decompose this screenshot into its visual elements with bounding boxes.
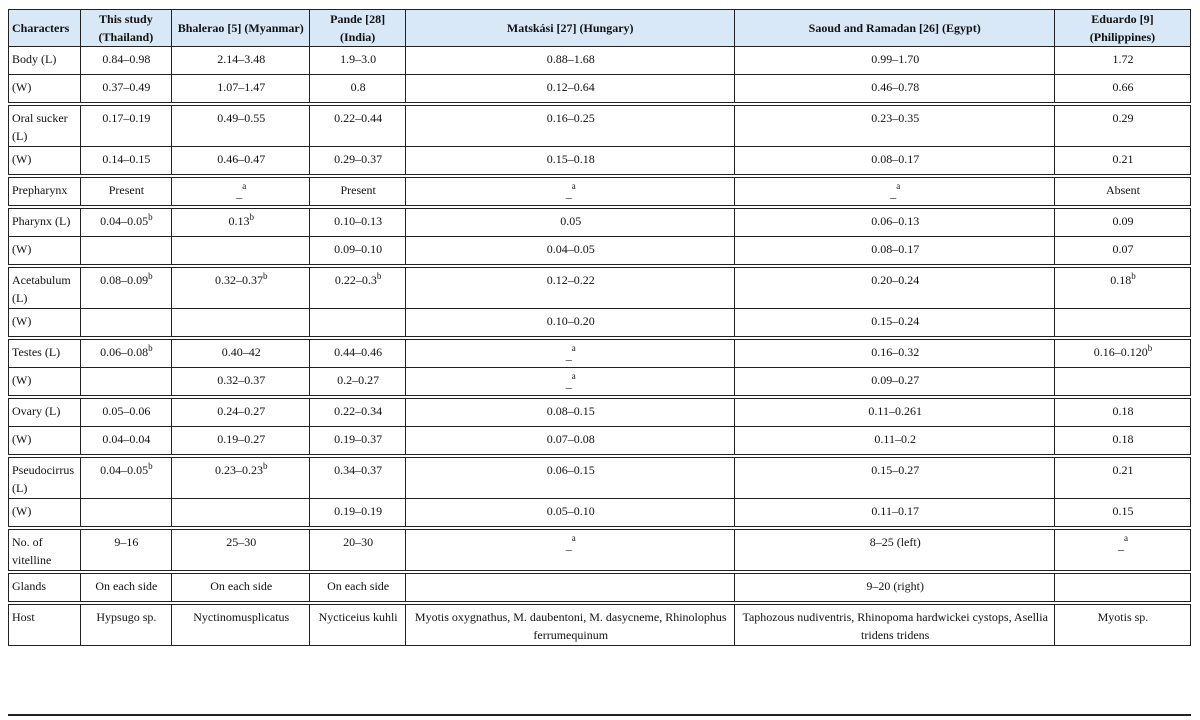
table-cell — [735, 75, 1054, 103]
table-cell — [1054, 574, 1190, 602]
row-label — [9, 75, 81, 103]
row-label-text: (W) — [12, 432, 32, 446]
table-cell — [735, 237, 1054, 265]
cell-value: 0.15 — [1112, 504, 1134, 518]
cell-value: 0.21 — [1112, 152, 1134, 166]
table-cell — [172, 399, 310, 427]
footnote-mark: b — [376, 271, 382, 281]
cell-value: 0.10–0.20 — [546, 314, 595, 328]
cell-value: 0.18 — [1112, 404, 1134, 418]
table-cell — [735, 530, 1054, 571]
table-cell — [310, 399, 406, 427]
cell-value: Nyctinomusplicatus — [193, 610, 290, 624]
cell-value: 2.14–3.48 — [217, 52, 266, 66]
table-cell — [172, 237, 310, 265]
table-cell — [172, 499, 310, 527]
table-cell — [310, 530, 406, 571]
footnote-mark: b — [262, 461, 268, 471]
footnote-mark: b — [148, 212, 153, 222]
row-label-text: (W) — [12, 152, 32, 166]
cell-value: 0.37–0.49 — [102, 80, 151, 94]
table-cell — [80, 399, 172, 427]
table-cell — [310, 368, 406, 396]
cell-value: 0.2–0.27 — [337, 373, 380, 387]
table-cell — [405, 458, 735, 499]
row-label-text: (W) — [12, 242, 32, 256]
table-row — [9, 209, 1191, 237]
cell-value: 0.10–0.13 — [334, 214, 383, 228]
cell-value: 8–25 (left) — [869, 535, 921, 549]
cell-value: 0.32–0.37 — [217, 373, 266, 387]
cell-value: 0.11–0.261 — [868, 404, 922, 418]
cell-value: 0.14–0.15 — [102, 152, 151, 166]
footnote-mark: a — [571, 533, 576, 543]
footnote-mark: b — [148, 461, 153, 471]
table-row — [9, 458, 1191, 499]
footnote-mark: a — [571, 343, 576, 353]
table-cell — [310, 237, 406, 265]
table-cell — [80, 106, 172, 147]
table-cell — [80, 340, 172, 368]
table-cell — [80, 427, 172, 455]
cell-value: 0.08–0.17 — [871, 242, 920, 256]
table-cell — [80, 268, 172, 309]
table-cell — [1054, 209, 1190, 237]
table-row — [9, 530, 1191, 571]
row-label-text: Pharynx (L) — [12, 214, 71, 228]
table-cell — [735, 309, 1054, 337]
table-cell — [405, 574, 735, 602]
table-row — [9, 47, 1191, 75]
row-label-text: Prepharynx — [12, 183, 68, 197]
cell-value: 20–30 — [343, 535, 374, 549]
table-cell — [80, 147, 172, 175]
cell-value: 0.06–0.08 — [100, 345, 149, 359]
table-cell — [405, 340, 735, 368]
table-cell — [310, 268, 406, 309]
cell-value: 0.11–0.2 — [874, 432, 916, 446]
cell-value: 0.29–0.37 — [334, 152, 383, 166]
row-label — [9, 458, 81, 499]
cell-value: _ — [890, 186, 897, 200]
table-cell — [80, 605, 172, 646]
cell-value: 0.23–0.23 — [214, 463, 263, 477]
row-label-text: (W) — [12, 314, 32, 328]
table-cell — [80, 309, 172, 337]
table-row — [9, 106, 1191, 147]
table-cell — [405, 47, 735, 75]
table-cell — [80, 237, 172, 265]
cell-value: Absent — [1105, 183, 1140, 197]
cell-value: 0.19–0.37 — [334, 432, 383, 446]
table-cell — [1054, 458, 1190, 499]
cell-value: 0.19–0.27 — [217, 432, 266, 446]
table-cell — [172, 106, 310, 147]
footnote-mark: b — [249, 212, 254, 222]
cell-value: 0.18 — [1110, 273, 1132, 287]
table-cell — [1054, 147, 1190, 175]
table-cell — [172, 209, 310, 237]
cell-value: 0.20–0.24 — [871, 273, 920, 287]
table-cell — [1054, 427, 1190, 455]
cell-value: 0.12–0.22 — [546, 273, 595, 287]
cell-value: 0.15–0.24 — [871, 314, 920, 328]
row-label — [9, 499, 81, 527]
table-cell — [405, 268, 735, 309]
table-cell — [310, 106, 406, 147]
table-cell — [735, 209, 1054, 237]
row-label-text: Host — [12, 610, 35, 624]
footnote-mark: b — [1147, 343, 1153, 353]
table-cell — [405, 237, 735, 265]
row-label — [9, 268, 81, 309]
row-label-text: (W) — [12, 504, 32, 518]
cell-value: Nycticeius kuhli — [318, 610, 398, 624]
table-cell — [172, 75, 310, 103]
table-row — [9, 499, 1191, 527]
table-cell — [172, 427, 310, 455]
footnote-mark: b — [262, 271, 268, 281]
cell-value: Taphozous nudiventris, Rhinopoma hardwickei cystops, Asellia tridens tridens — [742, 610, 1048, 642]
cell-value: 0.09–0.10 — [334, 242, 383, 256]
cell-value: On each side — [210, 579, 273, 593]
table-cell — [1054, 368, 1190, 396]
cell-value: 0.05–0.06 — [102, 404, 151, 418]
table-cell — [80, 178, 172, 206]
row-label — [9, 368, 81, 396]
footnote-mark: b — [1131, 271, 1136, 281]
cell-value: 0.04–0.05 — [100, 463, 149, 477]
footnote-mark: a — [571, 371, 576, 381]
row-label — [9, 237, 81, 265]
cell-value: Present — [108, 183, 145, 197]
table-cell — [405, 178, 735, 206]
table-cell — [80, 368, 172, 396]
row-label-text: (W) — [12, 80, 32, 94]
table-row — [9, 368, 1191, 396]
table-cell — [735, 268, 1054, 309]
table-cell — [735, 147, 1054, 175]
cell-value: 1.07–1.47 — [217, 80, 266, 94]
table-cell — [405, 368, 735, 396]
cell-value: 0.84–0.98 — [102, 52, 151, 66]
table-row — [9, 237, 1191, 265]
row-label — [9, 309, 81, 337]
cell-value: 0.18 — [1112, 432, 1134, 446]
header-this-study: This study (Thailand) — [80, 10, 172, 47]
cell-value: 0.07 — [1112, 242, 1134, 256]
row-label-text: No. of vitelline — [12, 535, 52, 567]
cell-value: 0.16–0.25 — [546, 111, 595, 125]
table-row — [9, 574, 1191, 602]
table-cell — [405, 106, 735, 147]
table-cell — [735, 340, 1054, 368]
cell-value: 9–20 (right) — [866, 579, 925, 593]
table-cell — [1054, 340, 1190, 368]
table-row — [9, 427, 1191, 455]
footnote-mark: a — [896, 181, 901, 191]
table-cell — [172, 47, 310, 75]
row-label — [9, 209, 81, 237]
table-cell — [1054, 605, 1190, 646]
cell-value: 0.07–0.08 — [546, 432, 595, 446]
table-cell — [310, 340, 406, 368]
row-label-text: (W) — [12, 373, 32, 387]
table-cell — [405, 147, 735, 175]
cell-value: 0.15–0.18 — [546, 152, 595, 166]
table-cell — [172, 309, 310, 337]
bottom-rule — [8, 714, 1191, 716]
table-cell — [405, 75, 735, 103]
cell-value: 9–16 — [114, 535, 139, 549]
header-eduardo: Eduardo [9] (Philippines) — [1054, 10, 1190, 47]
table-cell — [172, 605, 310, 646]
cell-value: 0.21 — [1112, 463, 1134, 477]
table-cell — [1054, 268, 1190, 309]
cell-value: 25–30 — [226, 535, 257, 549]
cell-value: 0.22–0.44 — [334, 111, 383, 125]
cell-value: 0.08–0.09 — [100, 273, 149, 287]
table-body — [9, 47, 1191, 646]
cell-value: 0.8 — [350, 80, 366, 94]
cell-value: 0.12–0.64 — [546, 80, 595, 94]
table-cell — [1054, 499, 1190, 527]
cell-value: 0.09–0.27 — [871, 373, 920, 387]
header-saoud-ramadan: Saoud and Ramadan [26] (Egypt) — [735, 10, 1054, 47]
cell-value: _ — [236, 186, 243, 200]
cell-value: 0.15–0.27 — [871, 463, 920, 477]
cell-value: 0.05 — [560, 214, 582, 228]
cell-value: 1.72 — [1112, 52, 1134, 66]
footnote-mark: a — [1123, 533, 1128, 543]
cell-value: Myotis sp. — [1097, 610, 1149, 624]
cell-value: 0.16–0.32 — [871, 345, 920, 359]
cell-value: 0.49–0.55 — [217, 111, 266, 125]
cell-value: Hypsugo sp. — [96, 610, 157, 624]
row-label — [9, 399, 81, 427]
cell-value: 0.06–0.15 — [546, 463, 595, 477]
cell-value: 0.17–0.19 — [102, 111, 151, 125]
row-label — [9, 340, 81, 368]
table-cell — [735, 574, 1054, 602]
row-label-text: Acetabulum (L) — [12, 273, 71, 305]
cell-value: 0.11–0.17 — [871, 504, 919, 518]
cell-value: 0.46–0.47 — [217, 152, 266, 166]
table-cell — [1054, 178, 1190, 206]
table-cell — [172, 368, 310, 396]
cell-value: _ — [565, 348, 572, 362]
table-cell — [405, 399, 735, 427]
cell-value: 0.99–1.70 — [871, 52, 920, 66]
row-label — [9, 178, 81, 206]
cell-value: 0.46–0.78 — [871, 80, 920, 94]
table-cell — [310, 209, 406, 237]
row-label-text: Glands — [12, 579, 46, 593]
table-cell — [1054, 530, 1190, 571]
table-cell — [310, 178, 406, 206]
row-label-text: Testes (L) — [12, 345, 61, 359]
table-cell — [172, 340, 310, 368]
cell-value: 0.44–0.46 — [334, 345, 383, 359]
header-pande: Pande [28] (India) — [310, 10, 406, 47]
table-row — [9, 605, 1191, 646]
row-label — [9, 605, 81, 646]
cell-value: 0.22–0.34 — [334, 404, 383, 418]
table-cell — [310, 75, 406, 103]
header-characters: Characters — [9, 10, 81, 47]
table-row — [9, 178, 1191, 206]
table-row — [9, 268, 1191, 309]
cell-value: 0.22–0.3 — [334, 273, 377, 287]
table-row — [9, 75, 1191, 103]
table-cell — [310, 605, 406, 646]
footnote-mark: b — [148, 343, 153, 353]
table-cell — [80, 458, 172, 499]
cell-value: 0.29 — [1112, 111, 1134, 125]
cell-value: 0.40–42 — [221, 345, 261, 359]
header-bhalerao: Bhalerao [5] (Myanmar) — [172, 10, 310, 47]
table-cell — [1054, 399, 1190, 427]
cell-value: 0.04–0.05 — [100, 214, 149, 228]
table-cell — [310, 499, 406, 527]
table-cell — [405, 209, 735, 237]
row-label-text: Pseudocirrus (L) — [12, 463, 74, 495]
table-cell — [735, 368, 1054, 396]
cell-value: 0.13 — [228, 214, 250, 228]
cell-value: 0.66 — [1112, 80, 1134, 94]
row-label-text: Ovary (L) — [12, 404, 61, 418]
cell-value: On each side — [327, 579, 390, 593]
table-cell — [80, 530, 172, 571]
cell-value: 0.04–0.05 — [546, 242, 595, 256]
table-cell — [80, 47, 172, 75]
table-cell — [735, 106, 1054, 147]
cell-value: 0.08–0.17 — [871, 152, 920, 166]
table-cell — [1054, 309, 1190, 337]
cell-value: _ — [565, 186, 572, 200]
table-cell — [405, 499, 735, 527]
comparison-table — [8, 9, 1191, 646]
cell-value: On each side — [95, 579, 158, 593]
table-cell — [172, 178, 310, 206]
table-cell — [405, 309, 735, 337]
table-cell — [735, 427, 1054, 455]
table-row — [9, 399, 1191, 427]
table-cell — [310, 574, 406, 602]
cell-value: 0.16–0.120 — [1093, 345, 1148, 359]
row-label-text: Oral sucker (L) — [12, 111, 68, 143]
row-label-text: Body (L) — [12, 52, 57, 66]
footnote-mark: b — [148, 271, 153, 281]
table-cell — [310, 147, 406, 175]
table-cell — [80, 499, 172, 527]
table-cell — [172, 268, 310, 309]
cell-value: Myotis oxygnathus, M. daubentoni, M. dasycneme, Rhinolophus ferrumequinum — [414, 610, 727, 642]
table-cell — [310, 458, 406, 499]
cell-value: _ — [1117, 538, 1124, 552]
table-row — [9, 340, 1191, 368]
table-cell — [1054, 237, 1190, 265]
table-cell — [80, 75, 172, 103]
row-label — [9, 427, 81, 455]
header-matskasi: Matskási [27] (Hungary) — [405, 10, 735, 47]
table-cell — [735, 458, 1054, 499]
cell-value: 0.23–0.35 — [871, 111, 920, 125]
cell-value: 0.88–1.68 — [546, 52, 595, 66]
table-cell — [735, 178, 1054, 206]
table-cell — [310, 309, 406, 337]
table-cell — [735, 499, 1054, 527]
table-cell — [80, 209, 172, 237]
table-cell — [172, 530, 310, 571]
cell-value: 0.19–0.19 — [334, 504, 383, 518]
table-cell — [172, 147, 310, 175]
row-label — [9, 106, 81, 147]
row-label — [9, 530, 81, 571]
cell-value: _ — [565, 376, 572, 390]
table-cell — [735, 47, 1054, 75]
table-cell — [735, 399, 1054, 427]
footnote-mark: a — [571, 181, 576, 191]
table-row — [9, 309, 1191, 337]
table-cell — [172, 458, 310, 499]
footnote-mark: a — [242, 181, 247, 191]
cell-value: 0.32–0.37 — [214, 273, 263, 287]
header-row — [9, 10, 1191, 47]
cell-value: 0.34–0.37 — [334, 463, 383, 477]
table-cell — [310, 427, 406, 455]
table-cell — [310, 47, 406, 75]
cell-value: 0.08–0.15 — [546, 404, 595, 418]
cell-value: 0.04–0.04 — [102, 432, 151, 446]
table-cell — [405, 427, 735, 455]
table-cell — [172, 574, 310, 602]
table-cell — [80, 574, 172, 602]
cell-value: 0.05–0.10 — [546, 504, 595, 518]
cell-value: 0.24–0.27 — [217, 404, 266, 418]
table-cell — [1054, 47, 1190, 75]
table-cell — [405, 530, 735, 571]
cell-value: Present — [340, 183, 376, 197]
table-row — [9, 147, 1191, 175]
cell-value: 0.06–0.13 — [871, 214, 920, 228]
cell-value: 1.9–3.0 — [340, 52, 377, 66]
cell-value: 0.09 — [1112, 214, 1134, 228]
table-cell — [735, 605, 1054, 646]
row-label — [9, 147, 81, 175]
cell-value: _ — [565, 538, 572, 552]
row-label — [9, 47, 81, 75]
row-label — [9, 574, 81, 602]
table-cell — [1054, 106, 1190, 147]
table-cell — [405, 605, 735, 646]
table-cell — [1054, 75, 1190, 103]
